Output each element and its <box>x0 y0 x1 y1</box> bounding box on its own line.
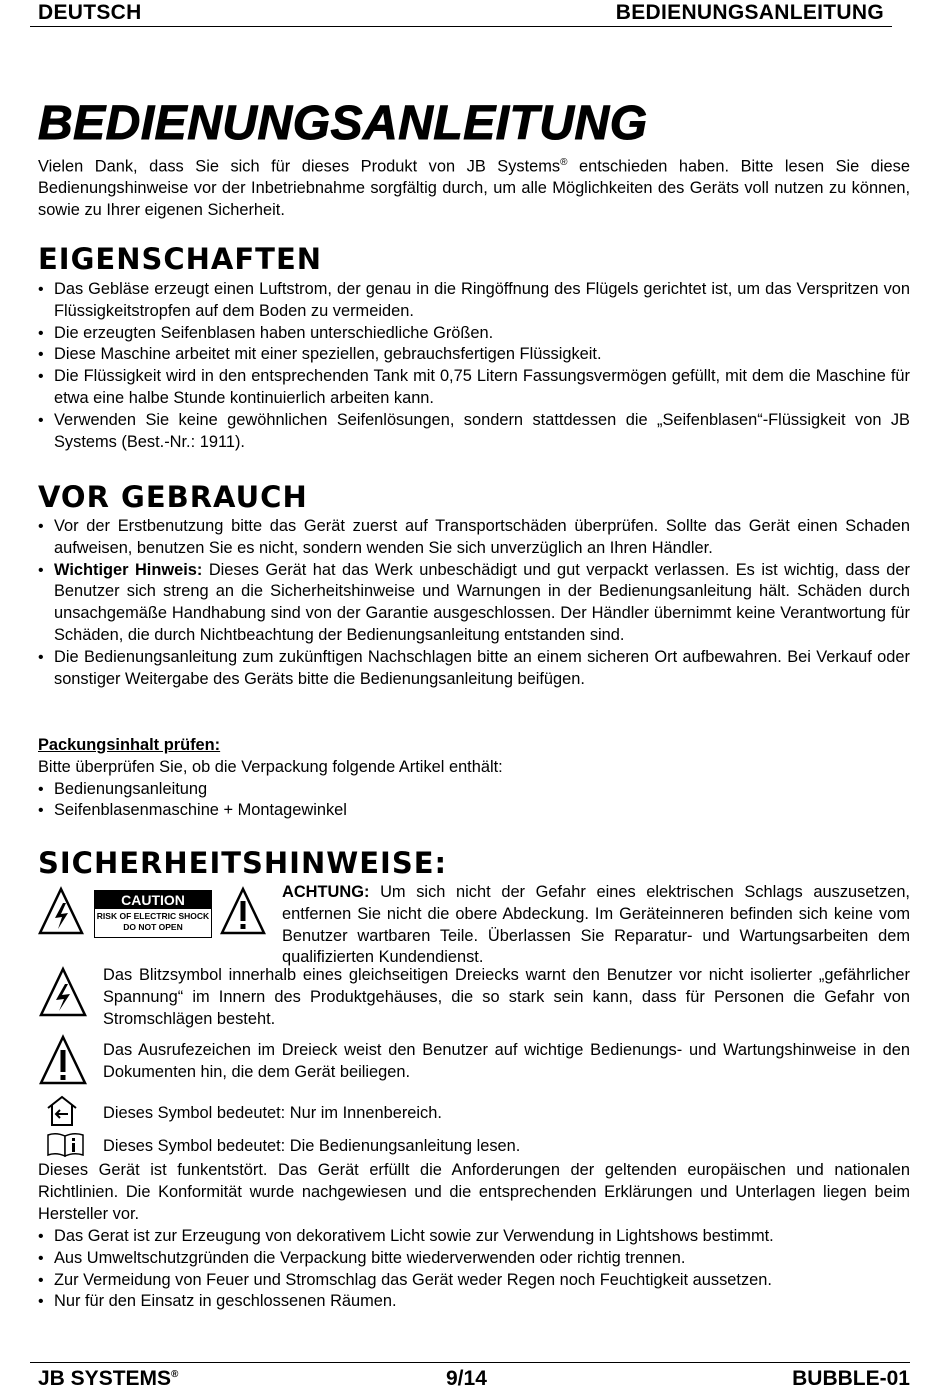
list-item: • Die erzeugten Seifenblasen haben unterschiedliche Größen. <box>38 323 910 345</box>
page-header <box>30 0 892 27</box>
list-item: • Die Flüssigkeit wird in den entsprechenden Tank mit 0,75 Litern Fassungsvermögen gefüllt, mit dem die Maschine für etwa eine halbe Stunde kontinuierlich arbeiten kann. <box>38 366 910 410</box>
footer-brand: JB SYSTEMS® <box>38 1367 179 1390</box>
footer-model: BUBBLE-01 <box>792 1367 910 1390</box>
lightning-warning-icon <box>38 966 88 1018</box>
achtung-paragraph: ACHTUNG: Um sich nicht der Gefahr eines elektrischen Schlags auszusetzen, entfernen Sie nicht die obere Abdeckung. Im Geräteinneren befinden sich keine vom Benutzer wartbaren Teile. Überlassen Sie Reparatur- und Wartungsarbeiten dem qualifizierten Kundendienst. <box>282 883 910 967</box>
package-section <box>38 735 910 822</box>
package-list <box>38 779 910 823</box>
before-use-heading: VOR GEBRAUCH <box>38 480 308 514</box>
manual-paragraph: Dieses Symbol bedeutet: Die Bedienungsanleitung lesen. <box>103 1137 521 1155</box>
lightning-paragraph: Das Blitzsymbol innerhalb eines gleichseitigen Dreiecks warnt den Benutzer vor nicht isolierter „gefährlicher Spannung“ im Innern des Produktgehäuses, die so stark sein kann, dass für Personen die Gefahr von Stromschlägen besteht. <box>103 966 910 1028</box>
list-item: • Vor der Erstbenutzung bitte das Gerät zuerst auf Transportschäden überprüfen. Sollte das Gerät einen Schaden aufweisen, benutzen Sie es nicht, sondern wenden Sie sich unverzüglich an Ihren Händler. <box>38 516 910 560</box>
manual-book-icon <box>46 1132 86 1158</box>
list-item: • Diese Maschine arbeitet mit einer speziellen, gebrauchsfertigen Flüssigkeit. <box>38 344 910 366</box>
list-item: • Verwenden Sie keine gewöhnlichen Seifenlösungen, sondern stattdessen die „Seifenblasen“-Flüssigkeit von JB Systems (Best.-Nr.: 1911). <box>38 410 910 454</box>
caution-title: CAUTION <box>95 891 211 909</box>
list-item: • Nur für den Einsatz in geschlossenen Räumen. <box>38 1291 910 1313</box>
page-number: 9/14 <box>446 1367 487 1390</box>
lightning-warning-icon <box>38 886 84 936</box>
page-title: BEDIENUNGSANLEITUNG <box>38 97 648 150</box>
features-heading: EIGENSCHAFTEN <box>38 242 323 276</box>
features-list <box>38 279 910 453</box>
caution-line: RISK OF ELECTRIC SHOCK <box>96 911 210 921</box>
list-item: • Seifenblasenmaschine + Montagewinkel <box>38 800 910 822</box>
package-heading: Packungsinhalt prüfen: <box>38 736 221 754</box>
list-item: • Bedienungsanleitung <box>38 779 910 801</box>
list-item: • Das Gebläse erzeugt einen Luftstrom, der genau in die Ringöffnung des Flügels gerichtet ist, um das Verspritzen von Flüssigkeitstropfen auf dem Boden zu vermeiden. <box>38 279 910 323</box>
caution-line: DO NOT OPEN <box>123 922 183 932</box>
exclamation-paragraph: Das Ausrufezeichen im Dreieck weist den Benutzer auf wichtige Bedienungs- und Wartungshinweise in den Dokumenten hin, die dem Gerät beiliegen. <box>103 1041 910 1081</box>
page-footer <box>30 1362 910 1393</box>
list-item: • Das Gerat ist zur Erzeugung von dekorativem Licht sowie zur Verwendung in Lightshows bestimmt. <box>38 1226 910 1248</box>
safety-heading: SICHERHEITSHINWEISE: <box>38 846 448 880</box>
conformity-paragraph: Dieses Gerät ist funkentstört. Das Gerät erfüllt die Anforderungen der geltenden europäischen und nationalen Richtlinien. Die Konformität wurde nachgewiesen und die entsprechenden Erklärungen und Unterlagen liegen beim Hersteller vor. <box>38 1161 910 1223</box>
list-item: • Die Bedienungsanleitung zum zukünftigen Nachschlagen bitte an einem sicheren Ort aufbewahren. Bei Verkauf oder sonstiger Weitergabe des Geräts bitte die Bedienungsanleitung beifügen. <box>38 647 910 691</box>
list-item: • Aus Umweltschutzgründen die Verpackung bitte wiederverwenden oder richtig trennen. <box>38 1248 910 1270</box>
exclamation-warning-icon <box>220 886 266 936</box>
list-item: • Zur Vermeidung von Feuer und Stromschlag das Gerät weder Regen noch Feuchtigkeit aussetzen. <box>38 1270 910 1292</box>
before-use-list <box>38 516 910 690</box>
list-item: • Wichtiger Hinweis: Dieses Gerät hat das Werk unbeschädigt und gut verpackt verlassen. Es ist wichtig, dass der Benutzer sich streng an die Sicherheitshinweise und Warnungen in der Bedienungsanleitung hält. Schäden durch unsachgemäße Handhabung sind von der Garantie ausgeschlossen. Der Händler übernimmt keine Verantwortung für Schäden, die durch Nichtbeachtung der Bedienungsanleitung entstanden sind. <box>38 560 910 647</box>
header-doc-title: BEDIENUNGSANLEITUNG <box>615 1 884 24</box>
safety-list <box>38 1226 910 1313</box>
indoor-house-icon <box>44 1094 80 1128</box>
package-text: Bitte überprüfen Sie, ob die Verpackung folgende Artikel enthält: <box>38 757 503 776</box>
intro-paragraph: Vielen Dank, dass Sie sich für dieses Produkt von JB Systems® entschieden haben. Bitte lesen Sie diese Bedienungshinweise vor der Inbetriebnahme sorgfältig durch, um alle Möglichkeiten des Geräts voll nutzen zu können, sowie zu Ihrer eigenen Sicherheit. <box>38 157 910 220</box>
header-language: DEUTSCH <box>38 1 142 24</box>
exclamation-warning-icon <box>38 1034 88 1086</box>
caution-label <box>94 890 212 938</box>
indoor-paragraph: Dieses Symbol bedeutet: Nur im Innenbereich. <box>103 1104 442 1122</box>
